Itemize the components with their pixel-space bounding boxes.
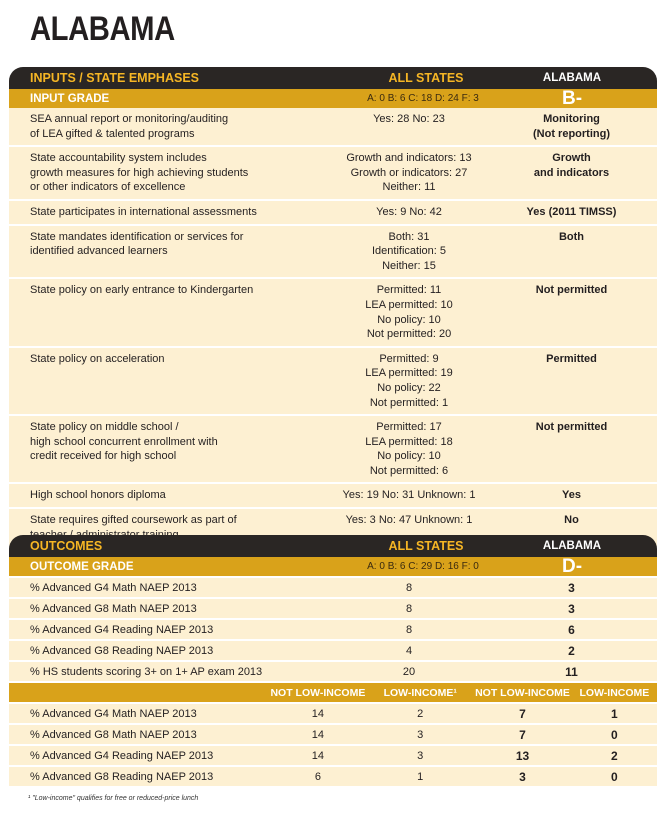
input-row: [9, 226, 657, 280]
input-grade-row: [9, 89, 657, 108]
outcome-grade-row: [9, 557, 657, 578]
outcomes-header-state: ALABAMA: [542, 540, 602, 552]
input-row-label: State policy on middle school / high school concurrent enrollment with credit received for high school: [30, 421, 218, 463]
outcome-row-all-states: 20: [402, 665, 416, 678]
outcome-row-state: 3: [568, 601, 575, 616]
input-row-all-states: Permitted: 9 LEA permitted: 19 No policy: 22 Not permitted: 1: [365, 352, 453, 409]
input-row-state: Not permitted: [535, 421, 608, 434]
inputs-table: [9, 67, 657, 548]
income-row-label: % Advanced G8 Reading NAEP 2013: [30, 770, 214, 783]
input-row-state: Not permitted: [535, 284, 608, 297]
outcome-grade-label: OUTCOME GRADE: [30, 560, 134, 573]
input-row-label: State requires gifted coursework as part of: [30, 514, 237, 527]
inputs-header-state: ALABAMA: [542, 72, 602, 84]
input-row: [9, 416, 657, 484]
income-row: [9, 704, 657, 725]
input-row-label: State accountability system includes growth measures for high achieving students or other indicators of excellence: [30, 152, 249, 194]
outcome-row-label: % Advanced G8 Math NAEP 2013: [30, 602, 197, 615]
input-row-state: No: [564, 514, 579, 527]
income-row-all-not-low: 6: [314, 770, 321, 783]
outcome-row-state: 2: [568, 643, 575, 658]
income-row-all-low: 3: [417, 749, 424, 762]
income-row-all-not-low: 14: [311, 749, 325, 762]
outcomes-header: [9, 535, 657, 557]
input-row: [9, 108, 657, 147]
income-row-label: % Advanced G4 Math NAEP 2013: [30, 707, 197, 720]
input-grade-label: INPUT GRADE: [30, 92, 110, 105]
income-row-state-not-low: 3: [519, 769, 526, 784]
outcome-row: [9, 578, 657, 599]
income-row-state-low: 2: [611, 748, 618, 763]
outcome-row: [9, 620, 657, 641]
outcome-row-state: 11: [565, 664, 578, 679]
income-row-state-low: 1: [611, 706, 618, 721]
outcome-row-state: 3: [568, 580, 575, 595]
input-row-state: Monitoring (Not reporting): [533, 113, 610, 140]
outcome-row: [9, 641, 657, 662]
input-row-label: State policy on early entrance to Kindergarten: [30, 284, 254, 297]
outcome-row-all-states: 4: [405, 644, 413, 657]
income-row-state-low: 0: [611, 769, 618, 784]
income-row-state-not-low: 7: [519, 727, 526, 742]
input-row: [9, 279, 657, 347]
income-row-label: % Advanced G4 Reading NAEP 2013: [30, 749, 214, 762]
income-row-label: % Advanced G8 Math NAEP 2013: [30, 728, 197, 741]
outcome-row-label: % Advanced G4 Reading NAEP 2013: [30, 623, 214, 636]
input-row-all-states: Yes: 28 No: 23: [373, 113, 445, 125]
input-row-all-states: Yes: 9 No: 42: [376, 205, 442, 218]
input-row-all-states: Both: 31 Identification: 5 Neither: 15: [372, 230, 446, 272]
outcome-row-all-states: 8: [405, 602, 413, 615]
input-row-all-states: Yes: 19 No: 31 Unknown: 1: [342, 489, 476, 502]
page-title: ALABAMA: [30, 10, 175, 48]
input-row-all-states: Yes: 3 No: 47 Unknown: 1: [345, 514, 473, 527]
income-row: [9, 767, 657, 788]
income-row: [9, 746, 657, 767]
input-row-all-states: Growth and indicators: 13 Growth or indicators: 27 Neither: 11: [346, 152, 472, 194]
inputs-header: [9, 67, 657, 89]
input-grade-value: B-: [561, 87, 583, 109]
income-row-state-low: 0: [611, 727, 618, 742]
input-row-label: State participates in international assessments: [30, 205, 257, 218]
outcomes-table: [9, 535, 657, 788]
input-row-all-states: Permitted: 17 LEA permitted: 18 No policy: 10 Not permitted: 6: [365, 421, 453, 477]
input-row-label: SEA annual report or monitoring/auditing of LEA gifted & talented programs: [30, 113, 229, 140]
outcome-grade-distribution: A: 0 B: 6 C: 29 D: 16 F: 0: [367, 561, 479, 572]
outcome-row-state: 6: [568, 622, 575, 637]
outcome-row-label: % Advanced G8 Reading NAEP 2013: [30, 644, 214, 657]
outcome-row-all-states: 8: [405, 623, 413, 636]
input-row-state: Yes (2011 TIMSS): [526, 205, 617, 218]
outcome-row: [9, 599, 657, 620]
input-row-state: Both: [558, 230, 585, 243]
income-row-all-low: 2: [417, 707, 424, 720]
outcome-row: [9, 662, 657, 683]
subheader-state-not-low-income: NOT LOW-INCOME: [475, 686, 570, 699]
input-row: [9, 348, 657, 416]
subheader-state-low-income: LOW-INCOME: [579, 686, 650, 699]
input-row-label: High school honors diploma: [30, 489, 166, 502]
income-subheader: [9, 683, 657, 704]
input-row: [9, 484, 657, 509]
outcomes-header-label: OUTCOMES: [30, 539, 103, 553]
input-row-state: Permitted: [546, 352, 597, 365]
income-row-all-not-low: 14: [311, 728, 325, 741]
outcome-row-all-states: 8: [405, 581, 413, 594]
subheader-all-not-low-income: NOT LOW-INCOME: [270, 686, 366, 699]
inputs-header-label: INPUTS / STATE EMPHASES: [30, 71, 200, 85]
income-row-all-not-low: 14: [311, 707, 325, 720]
income-row-all-low: 3: [417, 728, 424, 741]
input-row-state: Growth and indicators: [533, 152, 610, 179]
inputs-header-all-states: ALL STATES: [388, 71, 464, 85]
input-grade-distribution: A: 0 B: 6 C: 18 D: 24 F: 3: [367, 93, 479, 104]
income-row-state-not-low: 13: [515, 748, 530, 763]
input-row-label: State policy on acceleration: [30, 352, 165, 365]
input-row: [9, 147, 657, 201]
subheader-all-low-income: LOW-INCOME¹: [383, 686, 457, 699]
outcome-row-label: % Advanced G4 Math NAEP 2013: [30, 581, 197, 594]
outcome-grade-value: D-: [561, 555, 583, 577]
income-row: [9, 725, 657, 746]
outcome-row-label: % HS students scoring 3+ on 1+ AP exam 2013: [30, 665, 263, 678]
footnote: ¹ "Low-income" qualifies for free or reduced-price lunch: [28, 795, 199, 802]
input-row-state: Yes: [562, 489, 581, 502]
income-row-state-not-low: 7: [519, 706, 526, 721]
input-row-label: State mandates identification or services for identified advanced learners: [30, 230, 244, 258]
income-row-all-low: 1: [417, 770, 424, 783]
outcomes-header-all-states: ALL STATES: [388, 539, 464, 553]
input-row: [9, 201, 657, 226]
input-row-all-states: Permitted: 11 LEA permitted: 10 No policy: 10 Not permitted: 20: [365, 284, 453, 341]
